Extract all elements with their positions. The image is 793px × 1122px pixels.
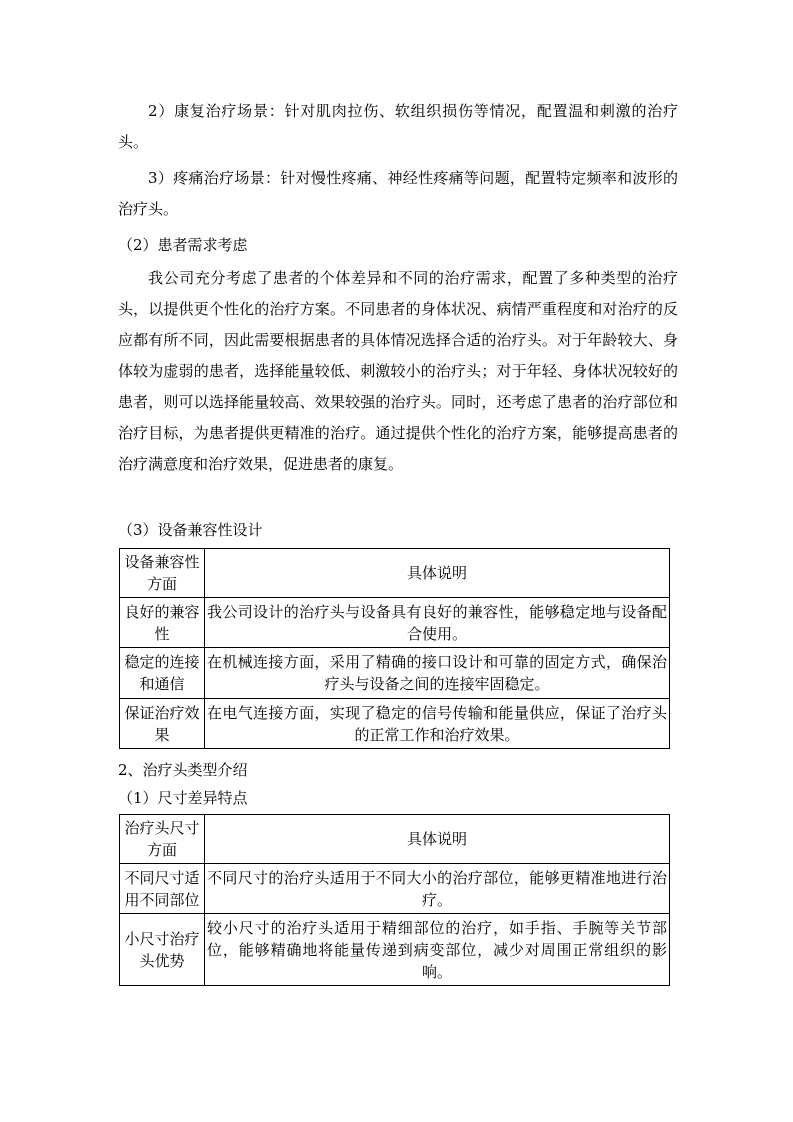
- paragraph-pain-scenario: 3）疼痛治疗场景：针对慢性疼痛、神经性疼痛等问题，配置特定频率和波形的治疗头。: [118, 169, 678, 218]
- table-cell: 不同尺寸适用不同部位: [120, 864, 205, 914]
- table-device-compat: [119, 548, 670, 749]
- heading-head-types: 2、治疗头类型介绍: [118, 761, 248, 779]
- table-cell: 较小尺寸的治疗头适用于精细部位的治疗，如手指、手腕等关节部位，能够精确地将能量传递到病变部位，减少对周围正常组织的影响。: [205, 914, 670, 986]
- heading-size-diff: （1）尺寸差异特点: [118, 789, 248, 807]
- table-cell: 我公司设计的治疗头与设备具有良好的兼容性，能够稳定地与设备配合使用。: [205, 598, 670, 648]
- paragraph-patient-needs: 我公司充分考虑了患者的个体差异和不同的治疗需求，配置了多种类型的治疗头，以提供更个性化的治疗方案。不同患者的身体状况、病情严重程度和对治疗的反应都有所不同，因此需要根据患者的具体情况选择合适的治疗头。对于年龄较大、身体较为虚弱的患者，选择能量较低、刺激较小的治疗头；对于年轻、身体状况较好的患者，则可以选择能量较高、效果较强的治疗头。同时，还考虑了患者的治疗部位和治疗目标，为患者提供更精准的治疗。通过提供个性化的治疗方案，能够提高患者的治疗满意度和治疗效果，促进患者的康复。: [118, 269, 678, 473]
- table-cell: 在电气连接方面，实现了稳定的信号传输和能量供应，保证了治疗头的正常工作和治疗效果。: [205, 699, 670, 749]
- heading-patient-needs: （2）患者需求考虑: [118, 236, 248, 254]
- table-row: [120, 914, 670, 986]
- table-header-cell: 具体说明: [205, 815, 670, 864]
- paragraph-rehab-scenario: 2）康复治疗场景：针对肌肉拉伤、软组织损伤等情况，配置温和刺激的治疗头。: [118, 102, 678, 151]
- table-cell: 保证治疗效果: [120, 699, 205, 749]
- table-cell: 稳定的连接和通信: [120, 648, 205, 699]
- table-header-row: [120, 549, 670, 598]
- table-header-cell: 具体说明: [205, 549, 670, 598]
- table-cell: 不同尺寸的治疗头适用于不同大小的治疗部位，能够更精准地进行治疗。: [205, 864, 670, 914]
- table-header-row: [120, 815, 670, 864]
- heading-device-compat: （3）设备兼容性设计: [118, 521, 263, 539]
- table-row: [120, 864, 670, 914]
- table-row: [120, 598, 670, 648]
- table-row: [120, 648, 670, 699]
- table-cell: 良好的兼容性: [120, 598, 205, 648]
- table-cell: 小尺寸治疗头优势: [120, 914, 205, 986]
- table-size-diff: [119, 814, 670, 986]
- table-header-cell: 治疗头尺寸方面: [120, 815, 205, 864]
- table-cell: 在机械连接方面，采用了精确的接口设计和可靠的固定方式，确保治疗头与设备之间的连接牢固稳定。: [205, 648, 670, 699]
- table-row: [120, 699, 670, 749]
- table-header-cell: 设备兼容性方面: [120, 549, 205, 598]
